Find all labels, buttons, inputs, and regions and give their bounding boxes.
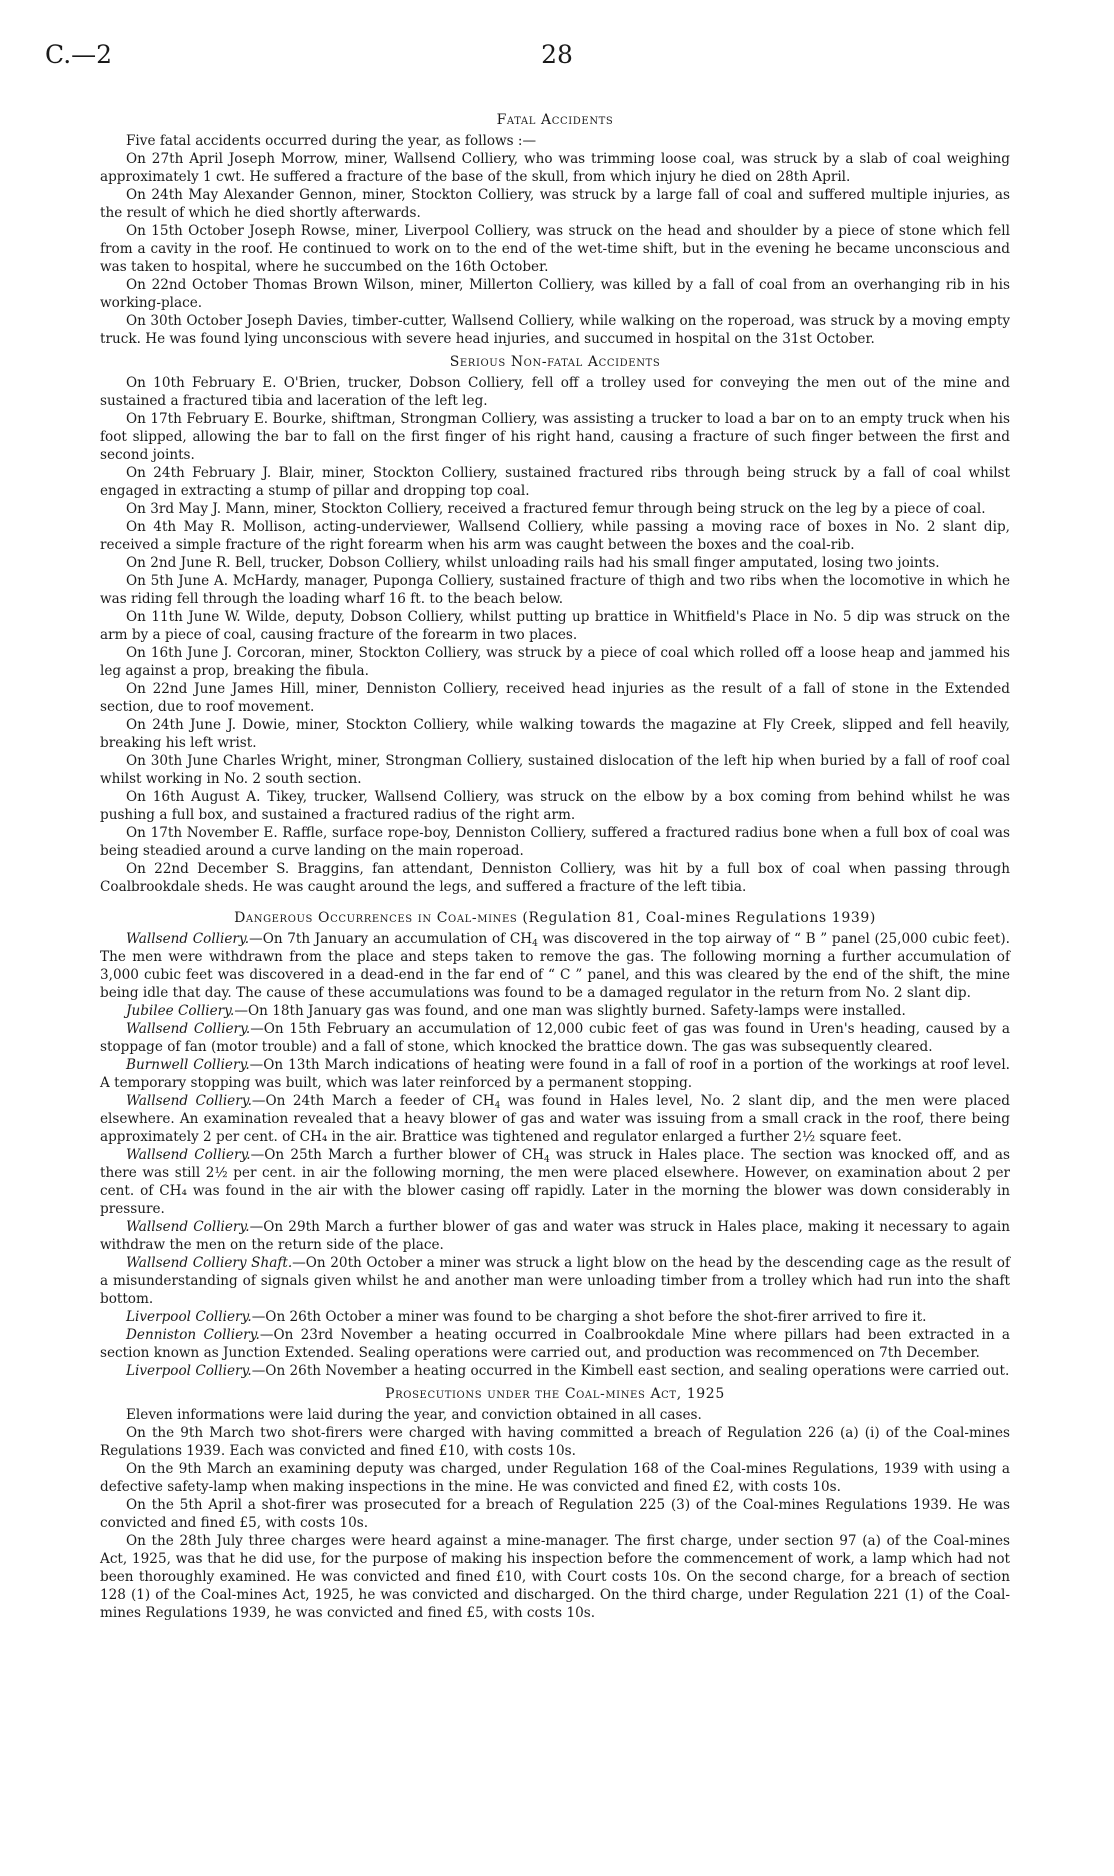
occurrence-paragraph (100, 1254, 1010, 1308)
occurrence-paragraph (100, 930, 1010, 1002)
paragraph: On 22nd October Thomas Brown Wilson, miner, Millerton Colliery, was killed by a fall of coal from an overhanging rib in his working-place. (100, 277, 1010, 311)
dangerous-occurrences-section (100, 930, 1010, 1380)
paragraph: On 2nd June R. Bell, trucker, Dobson Colliery, whilst unloading rails had his small finger amputated, losing two joints. (126, 555, 940, 571)
occurrence-paragraph (100, 1020, 1010, 1056)
occurrence-text-continued: was discovered in the top airway of “ B ” panel (25,000 cubic feet). The men were withdrawn from the place and steps taken to remove the gas. The following morning a further accumulation of 3,000 cubic feet was discovered in a dead-end in the far end of “ C ” panel, and this was cleared by the end of the shift, the mine being idle that day. The cause of these accumulations was found to be a damaged regulator in the return from No. 2 slant dip. (100, 931, 1010, 1001)
paragraph: On the 28th July three charges were heard against a mine-manager. The first charge, under section 97 (a) of the Coal-mines Act, 1925, was that he did use, for the purpose of making his inspection before the commencement of work, a lamp which had not been thoroughly examined. He was convicted and fined £10, with Court costs 10s. On the second charge, for a breach of section 128 (1) of the Coal-mines Act, 1925, he was convicted and discharged. On the third charge, under Regulation 221 (1) of the Coal-mines Regulations 1939, he was convicted and fined £5, with costs 10s. (100, 1533, 1010, 1621)
occurrence-text: —On 7th January an accumulation of CH (249, 931, 533, 947)
chemical-subscript: 4 (494, 1101, 501, 1111)
paragraph: On the 5th April a shot-firer was prosecuted for a breach of Regulation 225 (3) of the Coal-mines Regulations 1939. He was convicted and fined £5, with costs 10s. (100, 1497, 1010, 1531)
colliery-name: Wallsend Colliery Shaft. (126, 1255, 293, 1271)
serious-accidents-section (100, 374, 1010, 896)
occurrence-text: —On 29th March a further blower of gas and water was struck in Hales place, making it necessary to again withdraw the men on the return side of the place. (100, 1219, 1010, 1253)
paragraph: On 17th November E. Raffle, surface rope-boy, Denniston Colliery, suffered a fractured radius bone when a full box of coal was being steadied around a curve landing on the main roperoad. (100, 825, 1010, 859)
colliery-name: Liverpool Colliery. (126, 1363, 252, 1379)
paragraph: On 11th June W. Wilde, deputy, Dobson Colliery, whilst putting up brattice in Whitfield's Place in No. 5 dip was struck on the arm by a piece of coal, causing fracture of the forearm in two places. (100, 609, 1010, 643)
occurrence-paragraph (100, 1056, 1010, 1092)
occurrence-text: —On 24th March a feeder of CH (251, 1093, 495, 1109)
occurrence-text: —On 18th January gas was found, and one man was slightly burned. Safety-lamps were installed. (234, 1003, 906, 1019)
paragraph: On 16th June J. Corcoran, miner, Stockton Colliery, was struck by a piece of coal which rolled off a loose heap and jammed his leg against a prop, breaking the fibula. (100, 645, 1010, 679)
colliery-name: Liverpool Colliery. (126, 1309, 252, 1325)
chemical-subscript: 4 (543, 1155, 550, 1165)
paragraph: On 3rd May J. Mann, miner, Stockton Colliery, received a fractured femur through being struck on the leg by a piece of coal. (126, 501, 986, 517)
occurrence-text-continued: was struck in Hales place. The section was knocked off, and as there was still 2½ per cent. in air the following morning, the men were placed elsewhere. However, on examination about 2 per cent. of CH₄ was found in the air with the blower casing off rapidly. Later in the morning the blower was down considerably in pressure. (100, 1147, 1010, 1217)
occurrence-text-continued: was found in Hales level, No. 2 slant dip, and the men were placed elsewhere. An examination revealed that a heavy blower of gas and water was issuing from a small crack in the roof, there being approximately 2 per cent. of CH₄ in the air. Brattice was tightened and regulator enlarged a further 2½ square feet. (100, 1093, 1010, 1145)
occurrence-text: —On 15th February an accumulation of 12,000 cubic feet of gas was found in Uren's heading, caused by a stoppage of fan (motor trouble) and a fall of stone, which knocked the brattice down. The gas was subsequently cleared. (100, 1021, 1010, 1055)
page-number: 28 (541, 40, 573, 69)
colliery-name: Burnwell Colliery. (126, 1057, 250, 1073)
occurrence-paragraph (100, 1308, 1010, 1326)
paragraph: On 10th February E. O'Brien, trucker, Dobson Colliery, fell off a trolley used for conveying the men out of the mine and sustained a fractured tibia and laceration of the left leg. (100, 375, 1010, 409)
paragraph: On 24th February J. Blair, miner, Stockton Colliery, sustained fractured ribs through being struck by a fall of coal whilst engaged in extracting a stump of pillar and dropping top coal. (100, 465, 1010, 499)
fatal-accidents-heading: Fatal Accidents (496, 112, 614, 128)
paragraph: On 24th May Alexander Gennon, miner, Stockton Colliery, was struck by a large fall of coal and suffered multiple injuries, as the result of which he died shortly afterwards. (100, 187, 1010, 221)
paragraph: On 27th April Joseph Morrow, miner, Wallsend Colliery, who was trimming loose coal, was struck by a slab of coal weighing approximately 1 cwt. He suffered a fracture of the base of the skull, from which injury he died on 28th April. (100, 151, 1010, 185)
paragraph: On 30th June Charles Wright, miner, Strongman Colliery, sustained dislocation of the left hip when buried by a fall of roof coal whilst working in No. 2 south section. (100, 753, 1010, 787)
serious-accidents-heading: Serious Non-fatal Accidents (449, 354, 661, 370)
paragraph: On 4th May R. Mollison, acting-underviewer, Wallsend Colliery, while passing a moving race of boxes in No. 2 slant dip, received a simple fracture of the right forearm when his arm was caught between the boxes and the coal-rib. (100, 519, 1010, 553)
occurrence-paragraph (100, 1326, 1010, 1362)
paragraph: Five fatal accidents occurred during the year, as follows :— (126, 133, 537, 149)
dangerous-occurrences-reference: (Regulation 81, Coal-mines Regulations 1939) (522, 910, 876, 926)
dangerous-occurrences-heading (100, 910, 1010, 926)
paragraph: On 5th June A. McHardy, manager, Puponga Colliery, sustained fracture of thigh and two ribs when the locomotive in which he was riding fell through the loading wharf 16 ft. to the beach below. (100, 573, 1010, 607)
paragraph: On 22nd December S. Braggins, fan attendant, Denniston Colliery, was hit by a full box of coal when passing through Coalbrookdale sheds. He was caught around the legs, and suffered a fracture of the left tibia. (100, 861, 1010, 895)
occurrence-paragraph (100, 1218, 1010, 1254)
occurrence-text: —On 25th March a further blower of CH (250, 1147, 544, 1163)
colliery-name: Wallsend Colliery. (126, 1147, 251, 1163)
colliery-name: Wallsend Colliery. (126, 931, 250, 947)
occurrence-text: —On 23rd November a heating occurred in Coalbrookdale Mine where pillars had been extracted in a section known as Junction Extended. Sealing operations were carried out, and production was recommenced on 7th December. (100, 1327, 1010, 1361)
prosecutions-heading: Prosecutions under the Coal-mines Act, 1925 (385, 1386, 725, 1402)
colliery-name: Jubilee Colliery. (126, 1003, 235, 1019)
colliery-name: Wallsend Colliery. (126, 1093, 252, 1109)
paragraph: On 16th August A. Tikey, trucker, Wallsend Colliery, was struck on the elbow by a box coming from behind whilst he was pushing a full box, and sustained a fractured radius of the right arm. (100, 789, 1010, 823)
document-reference: C.—2 (45, 40, 113, 69)
paragraph: On the 9th March two shot-firers were charged with having committed a breach of Regulation 226 (a) (i) of the Coal-mines Regulations 1939. Each was convicted and fined £10, with costs 10s. (100, 1425, 1010, 1459)
colliery-name: Wallsend Colliery. (126, 1219, 250, 1235)
page-content (100, 112, 1010, 1622)
paragraph: On 17th February E. Bourke, shiftman, Strongman Colliery, was assisting a trucker to load a bar on to an empty truck when his foot slipped, allowing the bar to fall on the first finger of his right hand, causing a fracture of such finger between the first and second joints. (100, 411, 1010, 463)
occurrence-paragraph (100, 1362, 1010, 1380)
colliery-name: Wallsend Colliery. (126, 1021, 251, 1037)
occurrence-paragraph (100, 1002, 1010, 1020)
occurrence-text: —On 13th March indications of heating were found in a fall of roof in a portion of the workings at roof level. A temporary stopping was built, which was later reinforced by a permanent stopping. (100, 1057, 1010, 1091)
prosecutions-section (100, 1406, 1010, 1622)
dangerous-occurrences-title: Dangerous Occurrences in Coal-mines (234, 910, 518, 926)
paragraph: On 30th October Joseph Davies, timber-cutter, Wallsend Colliery, while walking on the roperoad, was struck by a moving empty truck. He was found lying unconscious with severe head injuries, and succumed in hospital on the 31st October. (100, 313, 1010, 347)
occurrence-paragraph (100, 1146, 1010, 1218)
paragraph: On 15th October Joseph Rowse, miner, Liverpool Colliery, was struck on the head and shoulder by a piece of stone which fell from a cavity in the roof. He continued to work on to the end of the wet-time shift, but in the evening he became unconscious and was taken to hospital, where he succumbed on the 16th October. (100, 223, 1010, 275)
paragraph: On 24th June J. Dowie, miner, Stockton Colliery, while walking towards the magazine at Fly Creek, slipped and fell heavily, breaking his left wrist. (100, 717, 1010, 751)
occurrence-paragraph (100, 1092, 1010, 1146)
occurrence-text: —On 26th November a heating occurred in the Kimbell east section, and sealing operations were carried out. (251, 1363, 1010, 1379)
occurrence-text: —On 26th October a miner was found to be charging a shot before the shot-firer arrived to fire it. (251, 1309, 927, 1325)
occurrence-text: —On 20th October a miner was struck a light blow on the head by the descending cage as the result of a misunderstanding of signals given whilst he and another man were unloading timber from a trolley which had run into the shaft bottom. (100, 1255, 1010, 1307)
paragraph: On 22nd June James Hill, miner, Denniston Colliery, received head injuries as the result of a fall of stone in the Extended section, due to roof movement. (100, 681, 1010, 715)
colliery-name: Denniston Colliery. (126, 1327, 260, 1343)
paragraph: On the 9th March an examining deputy was charged, under Regulation 168 of the Coal-mines Regulations, 1939 with using a defective safety-lamp when making inspections in the mine. He was convicted and fined £2, with costs 10s. (100, 1461, 1010, 1495)
paragraph: Eleven informations were laid during the year, and conviction obtained in all cases. (126, 1407, 702, 1423)
chemical-subscript: 4 (532, 939, 538, 949)
fatal-accidents-section (100, 132, 1010, 348)
